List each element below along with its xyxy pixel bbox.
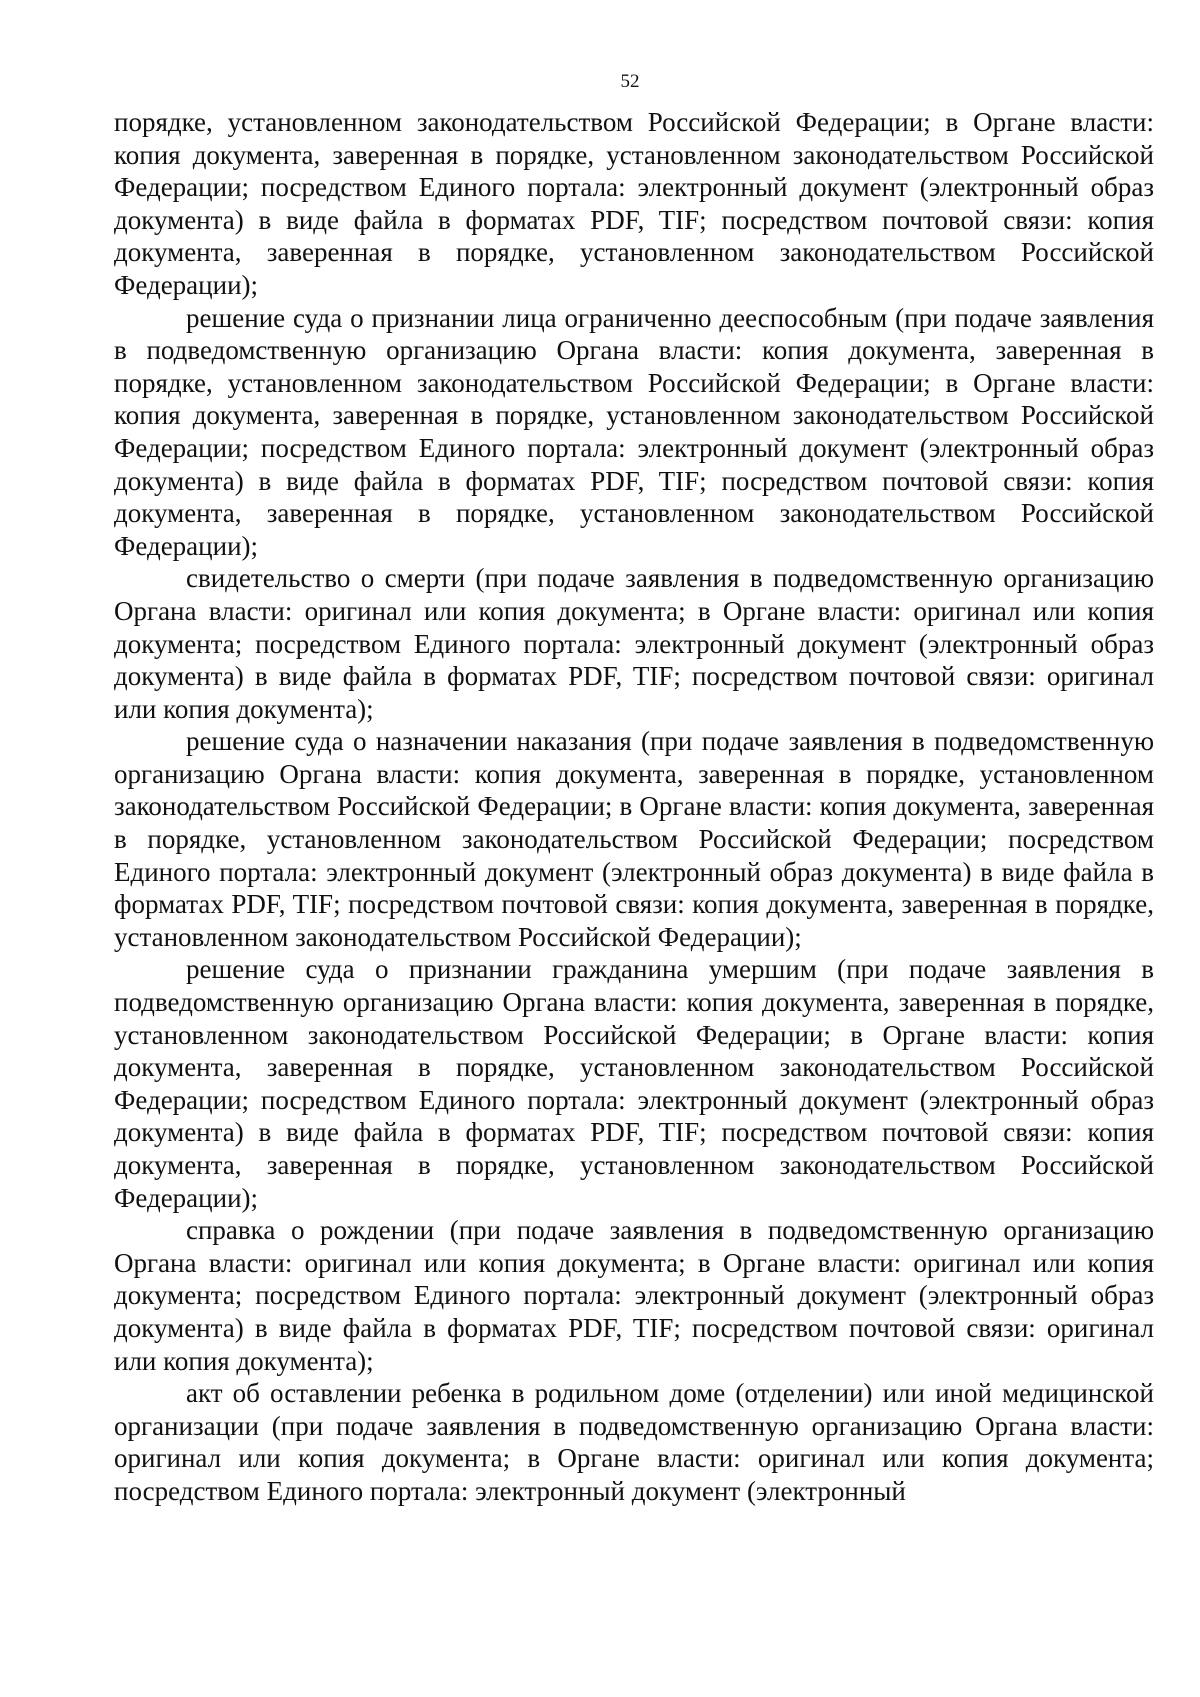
paragraph-death-certificate: свидетельство о смерти (при подаче заявления в подведомственную организацию Органа власти: оригинал или копия документа; в Органе власти: оригинал или копия документа; посредством Единого портала: электронный документ (электронный образ документа) в виде файла в форматах PDF, TIF; посредством почтовой связи: оригинал или копия документа);	[114, 563, 1154, 724]
paragraph-child-abandonment-act: акт об оставлении ребенка в родильном доме (отделении) или иной медицинской организации (при подаче заявления в подведомственную организацию Органа власти: оригинал или копия документа; в Органе власти: оригинал или копия документа; посредством Единого портала: электронный документ (электронный	[114, 1378, 1154, 1506]
document-body	[114, 106, 1154, 1508]
paragraph-court-decision-limited-capacity: решение суда о признании лица ограниченно дееспособным (при подаче заявления в подведомственную организацию Органа власти: копия документа, заверенная в порядке, установленном законодательством Российской Федерации; в Органе власти: копия документа, заверенная в порядке, установленном законодательством Российской Федерации; посредством Единого портала: электронный документ (электронный образ документа) в виде файла в форматах PDF, TIF; посредством почтовой связи: копия документа, заверенная в порядке, установленном законодательством Российской Федерации);	[114, 302, 1154, 561]
paragraph-court-decision-deceased: решение суда о признании гражданина умершим (при подаче заявления в подведомственную организацию Органа власти: копия документа, заверенная в порядке, установленном законодательством Российской Федерации; в Органе власти: копия документа, заверенная в порядке, установленном законодательством Российской Федерации; посредством Единого портала: электронный документ (электронный образ документа) в виде файла в форматах PDF, TIF; посредством почтовой связи: копия документа, заверенная в порядке, установленном законодательством Российской Федерации);	[114, 954, 1154, 1213]
page-number: 52	[620, 71, 640, 92]
paragraph-birth-certificate: справка о рождении (при подаче заявления в подведомственную организацию Органа власти: оригинал или копия документа; в Органе власти: оригинал или копия документа; посредством Единого портала: электронный документ (электронный образ документа) в виде файла в форматах PDF, TIF; посредством почтовой связи: оригинал или копия документа);	[114, 1215, 1154, 1376]
paragraph-continuation: порядке, установленном законодательством Российской Федерации; в Органе власти: копия документа, заверенная в порядке, установленном законодательством Российской Федерации; посредством Единого портала: электронный документ (электронный образ документа) в виде файла в форматах PDF, TIF; посредством почтовой связи: копия документа, заверенная в порядке, установленном законодательством Российской Федерации);	[114, 107, 1154, 300]
paragraph-court-decision-sentence: решение суда о назначении наказания (при подаче заявления в подведомственную организацию Органа власти: копия документа, заверенная в порядке, установленном законодательством Российской Федерации; в Органе власти: копия документа, заверенная в порядке, установленном законодательством Российской Федерации; посредством Единого портала: электронный документ (электронный образ документа) в виде файла в форматах PDF, TIF; посредством почтовой связи: копия документа, заверенная в порядке, установленном законодательством Российской Федерации);	[114, 726, 1154, 952]
